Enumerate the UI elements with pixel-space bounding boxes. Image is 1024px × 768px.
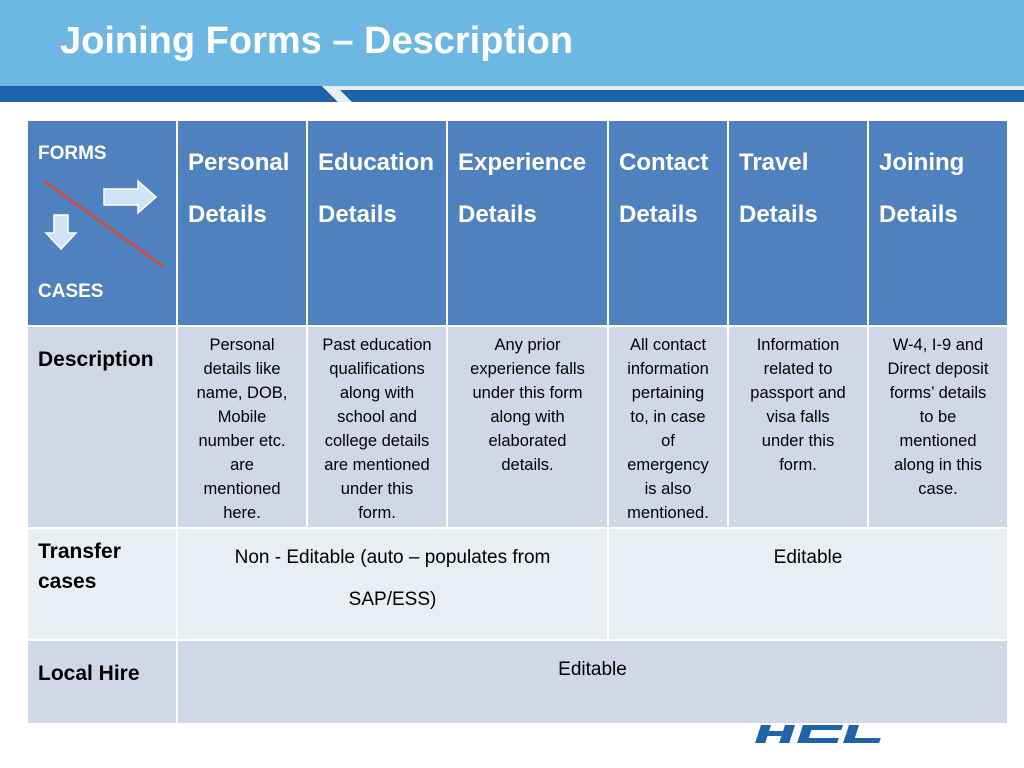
column-header-contact (608, 120, 728, 326)
desc-line: are (230, 456, 254, 474)
desc-line: emergency (627, 456, 709, 474)
description-cell-contact (608, 326, 728, 528)
desc-line: Direct deposit (887, 360, 989, 378)
row-label-local-hire: Local Hire (38, 662, 140, 685)
desc-line: Personal (209, 336, 275, 354)
desc-line: Information (756, 336, 840, 354)
desc-line: case. (918, 480, 958, 498)
desc-line: under this (761, 432, 835, 450)
desc-line: here. (223, 504, 261, 522)
corner-forms-label: FORMS (38, 143, 107, 164)
local-hire-editable-cell (177, 640, 1008, 724)
desc-line: experience falls (470, 360, 585, 378)
row-label-local-hire-cell (27, 640, 177, 724)
header-line1: Travel (739, 149, 809, 176)
desc-line: passport and (750, 384, 846, 402)
desc-line: to be (919, 408, 957, 426)
column-header-personal (177, 120, 307, 326)
arrow-right-icon (104, 181, 156, 213)
title-bar (0, 0, 1024, 86)
desc-line: Past education (322, 336, 432, 354)
desc-line: number etc. (198, 432, 286, 450)
corner-cell (27, 120, 177, 326)
column-header-education (307, 120, 447, 326)
desc-line: along with (339, 384, 415, 402)
header-line1: Joining (879, 149, 965, 176)
header-line2: Details (188, 201, 267, 228)
desc-line: college details (324, 432, 430, 450)
description-cell-personal (177, 326, 307, 528)
header-line2: Details (879, 201, 958, 228)
desc-line: qualifications (329, 360, 425, 378)
desc-line: to, in case (630, 408, 706, 426)
column-header-experience (447, 120, 608, 326)
header-line2: Details (619, 201, 698, 228)
column-header-travel (728, 120, 868, 326)
row-label-transfer-cell (27, 528, 177, 640)
row-label-transfer-line2: cases (38, 570, 97, 593)
header-line1: Personal (188, 149, 290, 176)
transfer-left-line2: SAP/ESS) (348, 589, 437, 610)
desc-line: under this (340, 480, 414, 498)
desc-line: school and (337, 408, 417, 426)
column-header-joining (868, 120, 1008, 326)
slide-title: Joining Forms – Description (60, 20, 574, 62)
transfer-right-value: Editable (773, 547, 843, 568)
desc-line: form. (779, 456, 817, 474)
header-line2: Details (318, 201, 397, 228)
description-cell-joining (868, 326, 1008, 528)
desc-line: mentioned. (627, 504, 709, 522)
header-line1: Contact (619, 149, 709, 176)
desc-line: mentioned (899, 432, 977, 450)
desc-line: are mentioned (324, 456, 430, 474)
corner-cases-label: CASES (38, 281, 104, 302)
desc-line: under this form (472, 384, 583, 402)
desc-line: pertaining (631, 384, 705, 402)
desc-line: details like (203, 360, 281, 378)
header-line1: Education (318, 149, 435, 176)
local-hire-value: Editable (558, 659, 627, 680)
row-label-transfer-line1: Transfer (38, 540, 121, 563)
transfer-non-editable-cell (177, 528, 608, 640)
desc-line: All contact (629, 336, 707, 354)
desc-line: visa falls (766, 408, 830, 426)
desc-line: along in this (893, 456, 983, 474)
desc-line: Mobile (217, 408, 267, 426)
arrow-down-icon (46, 215, 76, 249)
transfer-left-line1: Non - Editable (auto – populates from (234, 547, 551, 568)
transfer-editable-cell (608, 528, 1008, 640)
desc-line: information (627, 360, 709, 378)
desc-line: form. (358, 504, 396, 522)
desc-line: name, DOB, (196, 384, 288, 402)
desc-line: elaborated (488, 432, 567, 450)
desc-line: Any prior (494, 336, 561, 354)
header-line2: Details (458, 201, 537, 228)
desc-line: mentioned (203, 480, 281, 498)
desc-line: of (661, 432, 675, 450)
row-label-description-cell (27, 326, 177, 528)
desc-line: details. (501, 456, 554, 474)
description-cell-experience (447, 326, 608, 528)
header-line1: Experience (458, 149, 587, 176)
joining-forms-table (26, 119, 1009, 725)
desc-line: is also (644, 480, 692, 498)
desc-line: forms’ details (889, 384, 987, 402)
header-line2: Details (739, 201, 818, 228)
desc-line: W-4, I-9 and (892, 336, 984, 354)
desc-line: along with (490, 408, 565, 426)
description-cell-travel (728, 326, 868, 528)
row-label-description: Description (38, 348, 154, 371)
hcl-logo (750, 722, 900, 746)
description-cell-education (307, 326, 447, 528)
title-band (0, 86, 1024, 102)
desc-line: related to (763, 360, 833, 378)
